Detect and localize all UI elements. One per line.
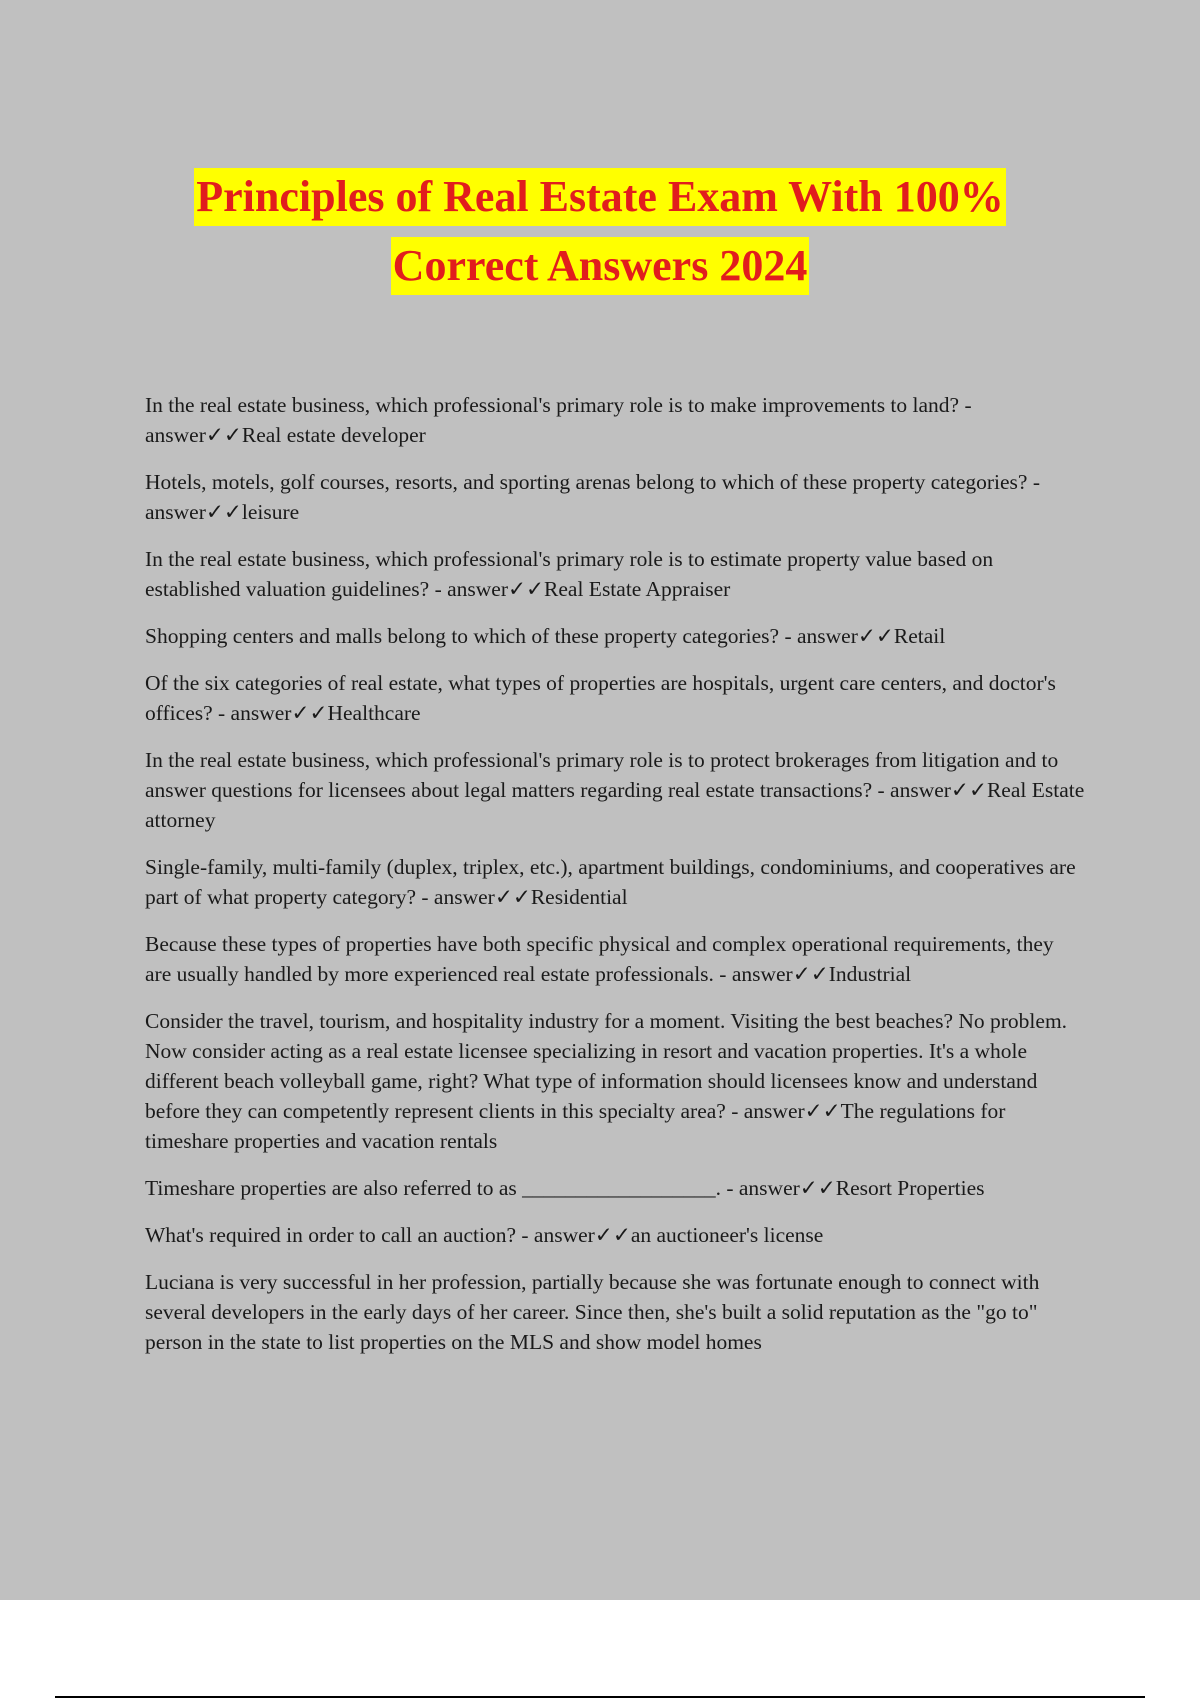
qa-item: In the real estate business, which professional's primary role is to estimate property value based on established valuation guidelines? - answer✓✓Real Estate Appraiser [145, 547, 994, 601]
qa-item: Because these types of properties have both specific physical and complex operational requirements, they are usually handled by more experienced real estate professionals. - answer✓✓Industrial [145, 932, 1054, 986]
qa-item: In the real estate business, which professional's primary role is to protect brokerages from litigation and to answer questions for licensees about legal matters regarding real estate transactions? - answer✓✓Real Estate attorney [145, 748, 1085, 832]
qa-item: Consider the travel, tourism, and hospitality industry for a moment. Visiting the best beaches? No problem. Now consider acting as a real estate licensee specializing in resort and vacation properties. It's a whole different beach volleyball game, right? What type of information should licensees know and understand before they can competently represent clients in this specialty area? - answer✓✓The regulations for timeshare properties and vacation rentals [145, 1009, 1068, 1153]
qa-item: Shopping centers and malls belong to which of these property categories? - answer✓✓Retail [145, 624, 946, 648]
document-title [0, 168, 1200, 306]
qa-item: Of the six categories of real estate, what types of properties are hospitals, urgent care centers, and doctor's offices? - answer✓✓Healthcare [145, 671, 1056, 725]
title-line-2: Correct Answers 2024 [391, 237, 810, 295]
page-footer-divider [55, 1696, 1145, 1698]
qa-item: What's required in order to call an auction? - answer✓✓an auctioneer's license [145, 1223, 824, 1247]
qa-item: Single-family, multi-family (duplex, triplex, etc.), apartment buildings, condominiums, and cooperatives are part of what property category? - answer✓✓Residential [145, 855, 1076, 909]
qa-item: In the real estate business, which professional's primary role is to make improvements to land? - answer✓✓Real estate developer [145, 393, 972, 447]
qa-item: Timeshare properties are also referred to as __________________. - answer✓✓Resort Properties [145, 1176, 985, 1200]
qa-list [145, 390, 1085, 1374]
qa-item: Hotels, motels, golf courses, resorts, and sporting arenas belong to which of these property categories? - answer✓✓leisure [145, 470, 1040, 524]
title-line-1: Principles of Real Estate Exam With 100% [194, 168, 1005, 226]
qa-item: Luciana is very successful in her profession, partially because she was fortunate enough to connect with several developers in the early days of her career. Since then, she's built a solid reputation as the "go to" person in the state to list properties on the MLS and show model homes [145, 1270, 1040, 1354]
